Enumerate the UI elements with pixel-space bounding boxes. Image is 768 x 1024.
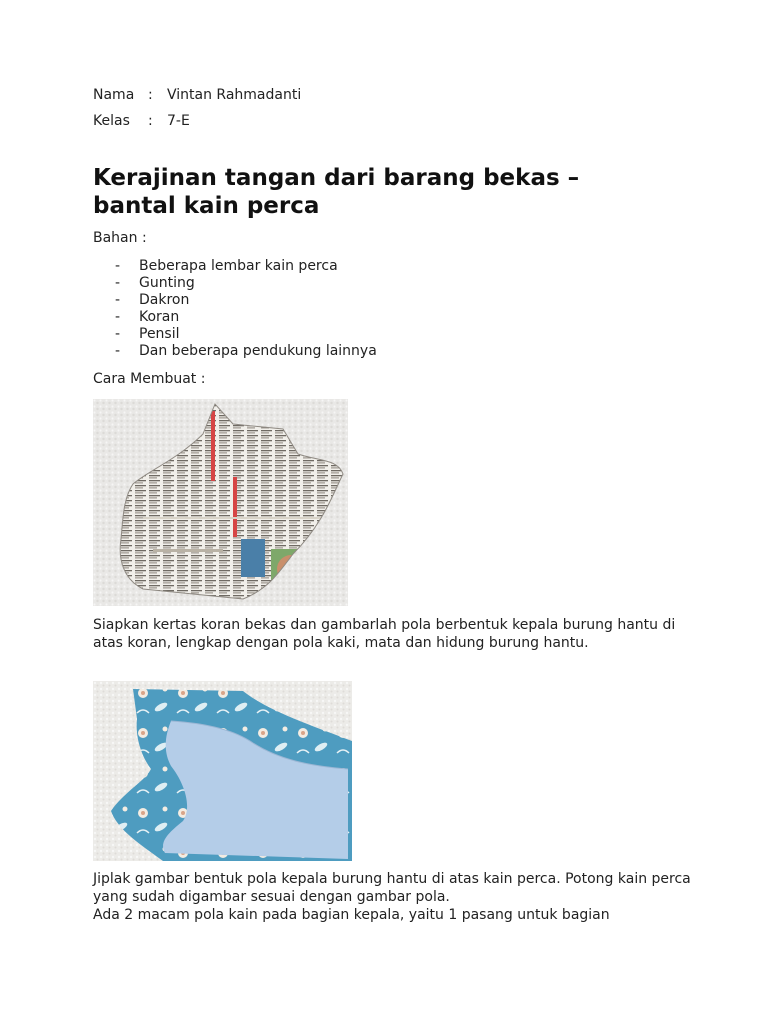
name-colon: : [148,87,153,103]
bullet-dash: - [115,275,121,291]
class-value: 7-E [167,113,190,129]
name-value: Vintan Rahmadanti [167,87,302,103]
material-text: Gunting [139,275,195,291]
material-text: Beberapa lembar kain perca [139,258,338,274]
steps-label: Cara Membuat : [93,371,206,387]
material-text: Dakron [139,292,190,308]
bullet-dash: - [115,326,121,342]
bullet-dash: - [115,258,121,274]
class-label: Kelas [93,113,130,129]
bullet-dash: - [115,309,121,325]
step1-text: Siapkan kertas koran bekas dan gambarlah pola berbentuk kepala burung hantu di atas koran, lengkap dengan pola kaki, mata dan hidung burung hantu. [93,617,676,651]
list-item [115,309,377,326]
document-title: Kerajinan tangan dari barang bekas – bantal kain perca [93,165,580,219]
material-text: Dan beberapa pendukung lainnya [139,343,377,359]
step2-text-continued: Ada 2 macam pola kain pada bagian kepala, yaitu 1 pasang untuk bagian [93,907,610,923]
list-item [115,343,377,360]
list-item [115,258,377,275]
materials-list [115,258,377,360]
materials-label: Bahan : [93,230,147,246]
newspaper-pattern-photo [93,399,348,606]
name-label: Nama [93,87,135,103]
material-text: Pensil [139,326,180,342]
list-item [115,275,377,292]
class-colon: : [148,113,153,129]
fabric-cutting-photo [93,681,352,861]
list-item [115,326,377,343]
list-item [115,292,377,309]
material-text: Koran [139,309,180,325]
bullet-dash: - [115,292,121,308]
bullet-dash: - [115,343,121,359]
step2-text: Jiplak gambar bentuk pola kepala burung hantu di atas kain perca. Potong kain perca yang sudah digambar sesuai dengan gambar pola. [93,871,691,905]
